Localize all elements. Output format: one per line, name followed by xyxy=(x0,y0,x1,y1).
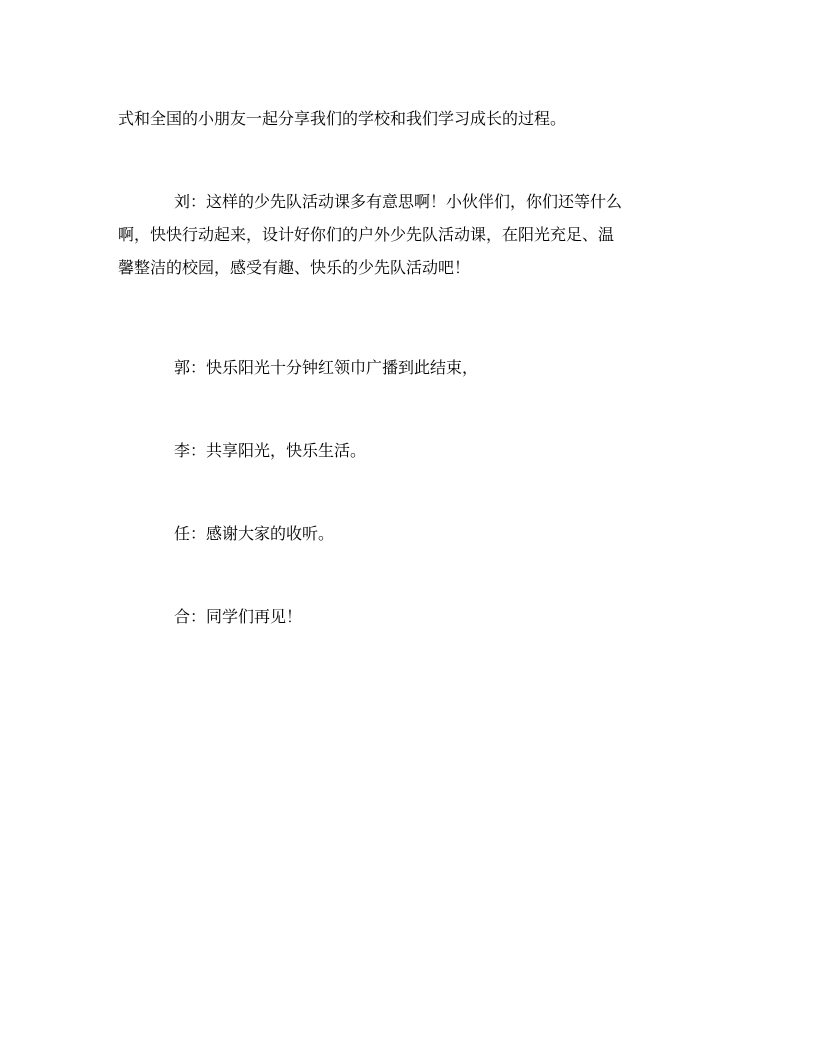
paragraph-li xyxy=(118,434,708,467)
paragraph-closing-sentence xyxy=(118,102,708,135)
text-line: 合：同学们再见！ xyxy=(174,607,303,626)
paragraph-liu xyxy=(118,185,708,284)
text-line: 郭：快乐阳光十分钟红领巾广播到此结束， xyxy=(174,358,479,377)
paragraph-guo xyxy=(118,351,708,384)
text-line: 刘：这样的少先队活动课多有意思啊！小伙伴们，你们还等什么 xyxy=(174,192,623,211)
text-line: 馨整洁的校园，感受有趣、快乐的少先队活动吧！ xyxy=(118,258,471,277)
paragraph-ren xyxy=(118,517,708,550)
text-line: 李：共享阳光，快乐生活。 xyxy=(174,441,367,460)
paragraph-he xyxy=(118,600,708,633)
text-line: 啊，快快行动起来，设计好你们的户外少先队活动课，在阳光充足、温 xyxy=(118,225,615,244)
text-line: 式和全国的小朋友一起分享我们的学校和我们学习成长的过程。 xyxy=(118,109,567,128)
text-line: 任：感谢大家的收听。 xyxy=(174,524,335,543)
